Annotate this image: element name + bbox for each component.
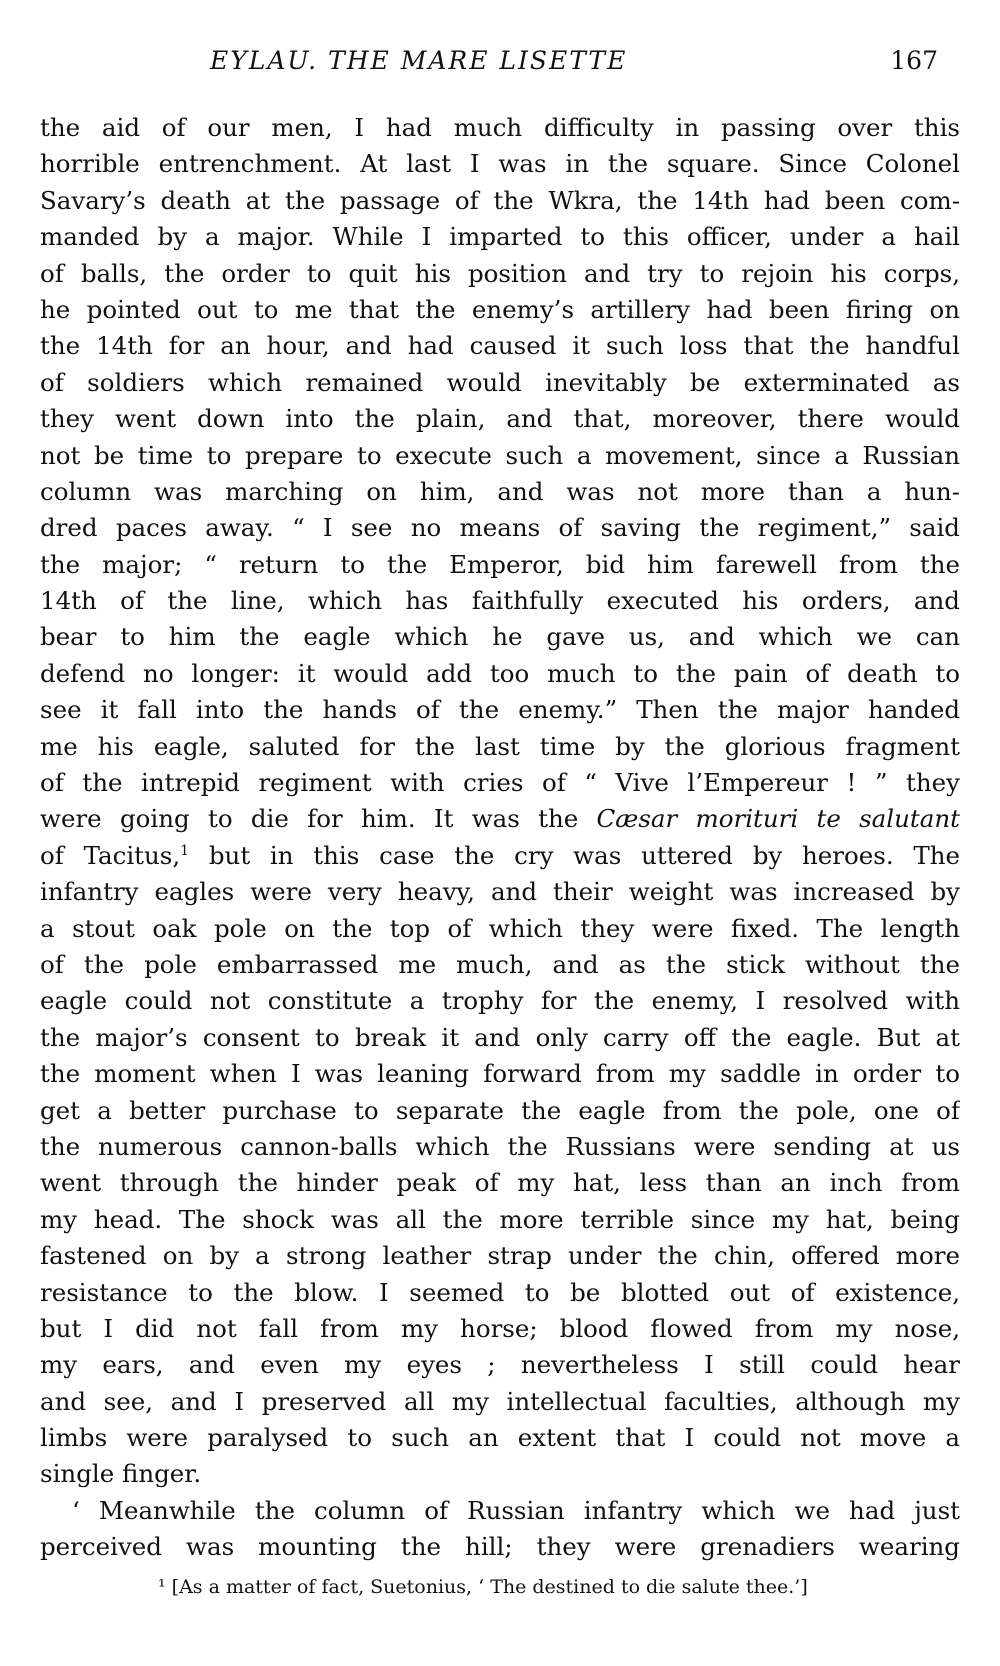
text-line: the numerous cannon-balls which the Russians were sending at us <box>40 1131 960 1161</box>
text-line: single finger. <box>40 1459 202 1489</box>
text-line-with-footnote-ref <box>40 838 960 874</box>
footnote-reference: 1 <box>180 842 190 859</box>
text-line: bear to him the eagle which he gave us, and which we can <box>40 622 960 652</box>
text-line: column was marching on him, and was not more than a hun- <box>40 476 960 506</box>
book-page <box>40 46 960 1600</box>
text-line: but I did not fall from my horse; blood flowed from my nose, <box>40 1313 960 1343</box>
text-fragment: were going to die for him. It was the <box>40 804 597 834</box>
running-head <box>40 46 960 86</box>
paragraph-start-line: ‘ Meanwhile the column of Russian infantry which we had just <box>72 1495 960 1525</box>
footnote-marker: ¹ <box>158 1575 166 1598</box>
running-head-title: EYLAU. THE MARE LISETTE <box>210 46 628 75</box>
text-line: infantry eagles were very heavy, and their weight was increased by <box>40 877 960 907</box>
text-line: resistance to the blow. I seemed to be blotted out of existence, <box>40 1277 960 1307</box>
footnote-text: [As a matter of fact, Suetonius, ‘ The destined to die salute thee.’] <box>165 1575 808 1598</box>
text-line: fastened on by a strong leather strap under the chin, offered more <box>40 1241 960 1271</box>
body-text <box>40 110 960 1566</box>
text-fragment: but in this case the cry was uttered by heroes. The <box>189 840 960 870</box>
text-line: the 14th for an hour, and had caused it such loss that the handful <box>40 331 960 361</box>
text-line: went through the hinder peak of my hat, less than an inch from <box>40 1168 960 1198</box>
text-line: eagle could not constitute a trophy for the enemy, I resolved with <box>40 986 960 1016</box>
text-line: the aid of our men, I had much difficulty in passing over this <box>40 113 960 142</box>
text-line: of the intrepid regiment with cries of “ Vive l’Empereur ! ” they <box>40 768 960 798</box>
text-line: get a better purchase to separate the eagle from the pole, one of <box>40 1095 960 1125</box>
text-line: a stout oak pole on the top of which they were fixed. The length <box>40 913 960 943</box>
text-line: the major’s consent to break it and only carry off the eagle. But at <box>40 1022 960 1052</box>
text-line: of soldiers which remained would inevitably be exterminated as <box>40 367 960 397</box>
text-line: the major; “ return to the Emperor, bid him farewell from the <box>40 549 960 579</box>
text-line: horrible entrenchment. At last I was in the square. Since Colonel <box>40 149 960 179</box>
footnote <box>40 1574 960 1600</box>
text-line: my ears, and even my eyes ; nevertheless I still could hear <box>40 1350 960 1380</box>
text-line: Savary’s death at the passage of the Wkra, the 14th had been com- <box>40 185 960 215</box>
latin-quote: Cæsar morituri te salutant <box>596 804 960 834</box>
text-line: of balls, the order to quit his position and try to rejoin his corps, <box>40 258 960 288</box>
text-line: perceived was mounting the hill; they were grenadiers wearing <box>40 1532 960 1562</box>
text-line: manded by a major. While I imparted to this officer, under a hail <box>40 222 960 252</box>
text-line: my head. The shock was all the more terrible since my hat, being <box>40 1204 960 1234</box>
text-line-with-quote <box>40 801 960 837</box>
text-line: 14th of the line, which has faithfully executed his orders, and <box>40 586 960 616</box>
text-line: me his eagle, saluted for the last time by the glorious fragment <box>40 731 960 761</box>
text-line: of the pole embarrassed me much, and as the stick without the <box>40 949 960 979</box>
text-line: see it fall into the hands of the enemy.” Then the major handed <box>40 695 960 725</box>
text-line: limbs were paralysed to such an extent that I could not move a <box>40 1423 960 1453</box>
text-line: dred paces away. “ I see no means of saving the regiment,” said <box>40 513 960 543</box>
text-line: not be time to prepare to execute such a movement, since a Russian <box>40 440 960 470</box>
text-line: defend no longer: it would add too much to the pain of death to <box>40 658 960 688</box>
text-line: he pointed out to me that the enemy’s artillery had been firing on <box>40 294 960 324</box>
text-line: they went down into the plain, and that, moreover, there would <box>40 404 960 434</box>
text-line: the moment when I was leaning forward from my saddle in order to <box>40 1059 960 1089</box>
text-fragment: of Tacitus, <box>40 840 181 870</box>
text-line: and see, and I preserved all my intellectual faculties, although my <box>40 1386 960 1416</box>
page-number: 167 <box>890 46 938 75</box>
